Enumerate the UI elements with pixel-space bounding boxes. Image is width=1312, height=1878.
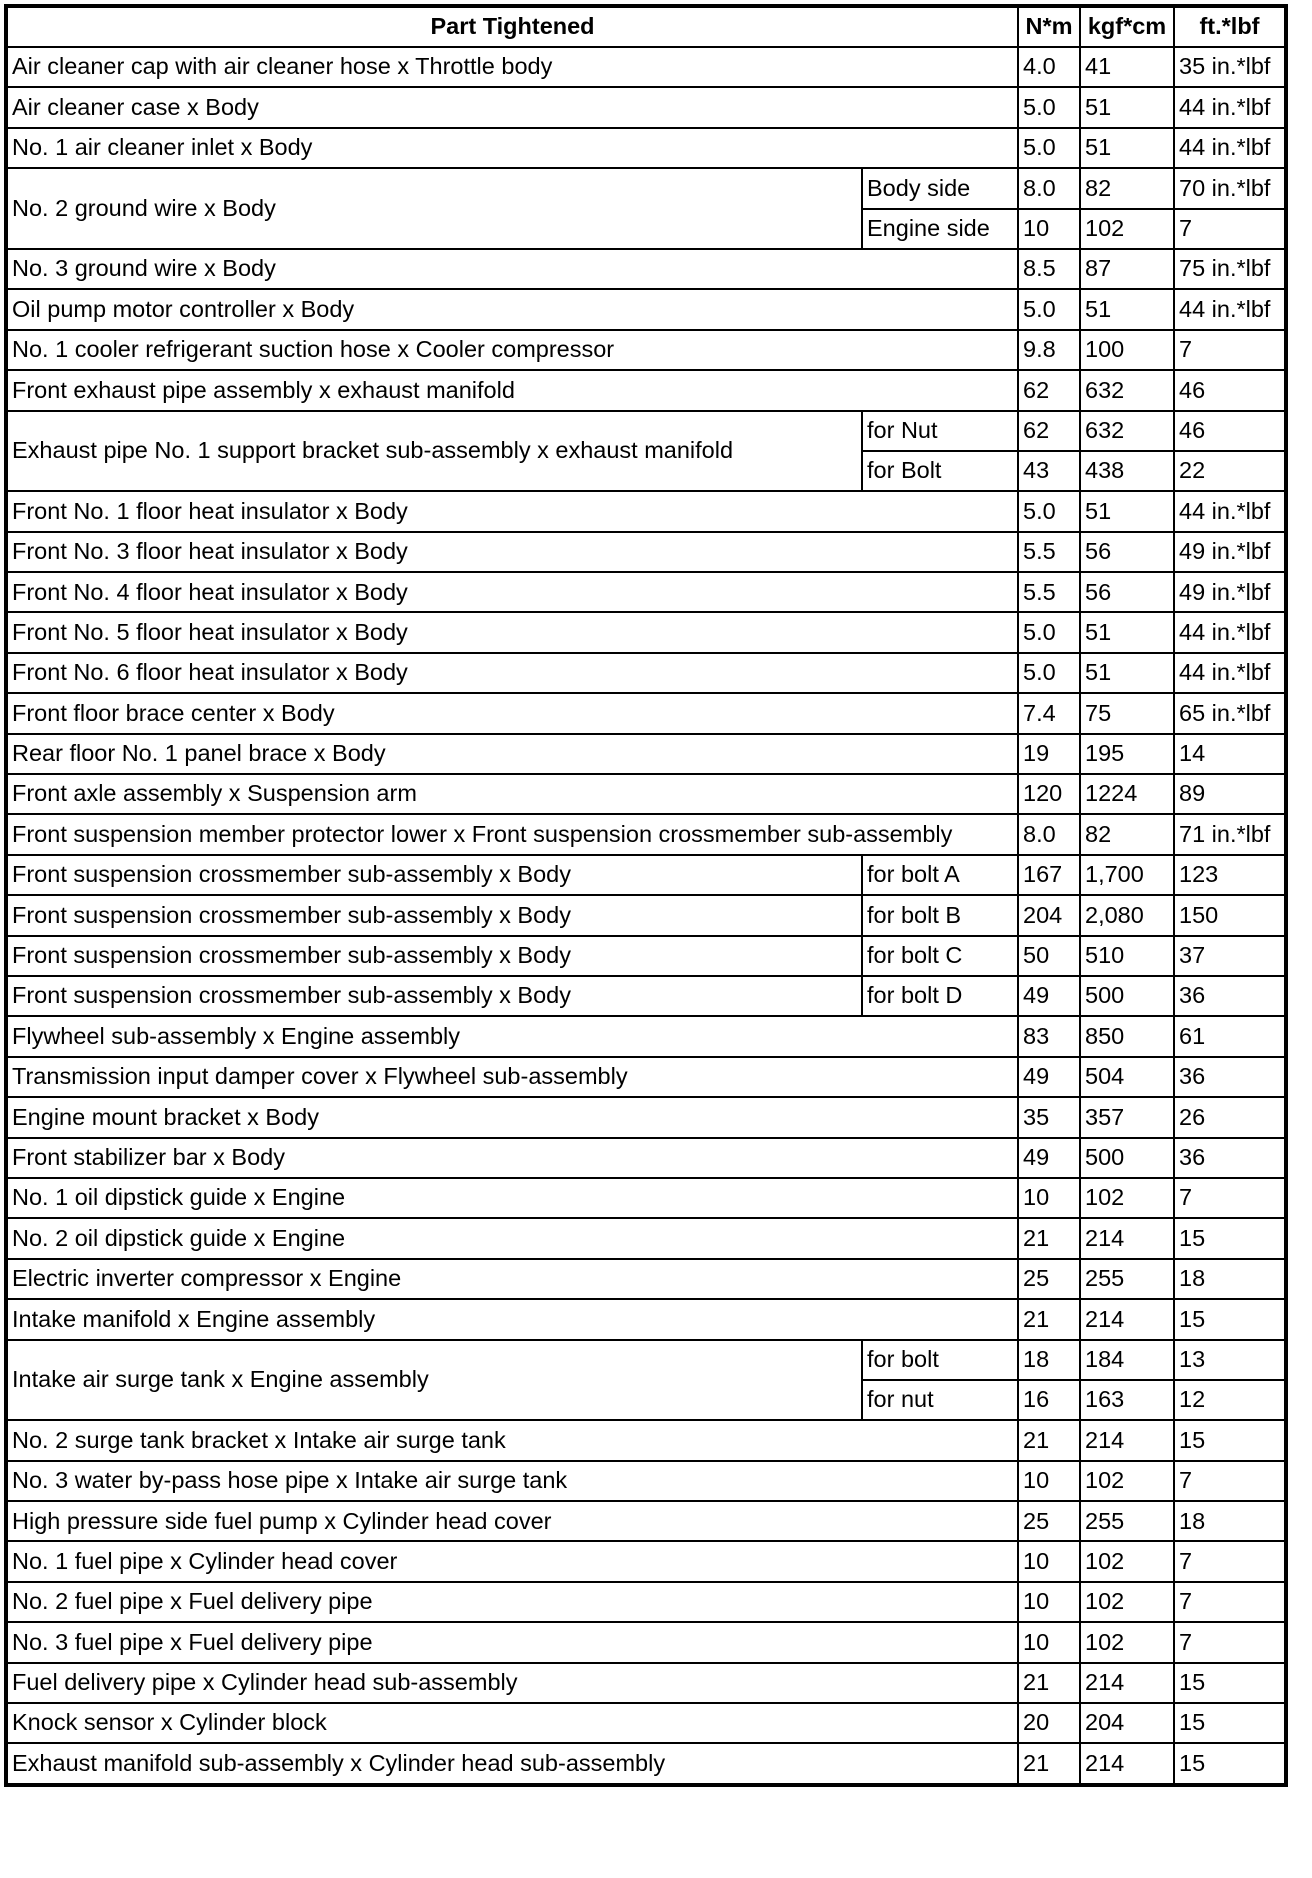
ft-lbf-cell: 7	[1174, 1622, 1286, 1662]
ft-lbf-cell: 46	[1174, 370, 1286, 410]
condition-cell: Body side	[862, 168, 1018, 208]
nm-cell: 10	[1018, 1582, 1080, 1622]
kgf-cm-cell: 255	[1080, 1259, 1174, 1299]
kgf-cm-cell: 56	[1080, 532, 1174, 572]
ft-lbf-cell: 15	[1174, 1299, 1286, 1339]
ft-lbf-cell: 15	[1174, 1663, 1286, 1703]
nm-cell: 8.0	[1018, 168, 1080, 208]
nm-cell: 9.8	[1018, 330, 1080, 370]
kgf-cm-cell: 632	[1080, 370, 1174, 410]
ft-lbf-cell: 44 in.*lbf	[1174, 87, 1286, 127]
ft-lbf-cell: 36	[1174, 976, 1286, 1016]
nm-cell: 10	[1018, 1461, 1080, 1501]
nm-cell: 21	[1018, 1663, 1080, 1703]
part-cell: No. 2 ground wire x Body	[6, 168, 862, 249]
part-cell: Oil pump motor controller x Body	[6, 289, 1018, 329]
kgf-cm-cell: 51	[1080, 128, 1174, 168]
table-row	[6, 1743, 1286, 1784]
part-cell: Front No. 5 floor heat insulator x Body	[6, 612, 1018, 652]
ft-lbf-cell: 15	[1174, 1743, 1286, 1784]
ft-lbf-cell: 46	[1174, 411, 1286, 451]
part-cell: No. 3 ground wire x Body	[6, 249, 1018, 289]
kgf-cm-cell: 102	[1080, 1582, 1174, 1622]
table-row	[6, 1340, 1286, 1380]
kgf-cm-cell: 204	[1080, 1703, 1174, 1743]
table-row	[6, 249, 1286, 289]
kgf-cm-cell: 102	[1080, 1541, 1174, 1581]
nm-cell: 10	[1018, 1622, 1080, 1662]
table-row	[6, 1218, 1286, 1258]
part-cell: Exhaust pipe No. 1 support bracket sub-assembly x exhaust manifold	[6, 411, 862, 492]
table-row	[6, 1582, 1286, 1622]
kgf-cm-cell: 632	[1080, 411, 1174, 451]
condition-cell: for bolt C	[862, 936, 1018, 976]
nm-cell: 5.5	[1018, 572, 1080, 612]
kgf-cm-cell: 51	[1080, 491, 1174, 531]
kgf-cm-cell: 102	[1080, 1622, 1174, 1662]
kgf-cm-cell: 500	[1080, 976, 1174, 1016]
part-cell: Electric inverter compressor x Engine	[6, 1259, 1018, 1299]
nm-cell: 83	[1018, 1016, 1080, 1056]
ft-lbf-cell: 15	[1174, 1420, 1286, 1460]
nm-cell: 49	[1018, 1138, 1080, 1178]
nm-cell: 49	[1018, 1057, 1080, 1097]
ft-lbf-cell: 7	[1174, 209, 1286, 249]
ft-lbf-cell: 26	[1174, 1097, 1286, 1137]
kgf-cm-cell: 2,080	[1080, 895, 1174, 935]
ft-lbf-cell: 35 in.*lbf	[1174, 47, 1286, 87]
table-row	[6, 774, 1286, 814]
kgf-cm-cell: 87	[1080, 249, 1174, 289]
table-row	[6, 47, 1286, 87]
kgf-cm-cell: 850	[1080, 1016, 1174, 1056]
part-cell: Front floor brace center x Body	[6, 693, 1018, 733]
nm-cell: 5.0	[1018, 653, 1080, 693]
kgf-cm-cell: 357	[1080, 1097, 1174, 1137]
kgf-cm-cell: 214	[1080, 1218, 1174, 1258]
ft-lbf-cell: 44 in.*lbf	[1174, 612, 1286, 652]
table-row	[6, 1097, 1286, 1137]
nm-cell: 8.0	[1018, 814, 1080, 854]
part-cell: Front suspension crossmember sub-assembly x Body	[6, 855, 862, 895]
kgf-cm-cell: 195	[1080, 734, 1174, 774]
ft-lbf-cell: 7	[1174, 1461, 1286, 1501]
table-row	[6, 1541, 1286, 1581]
table-row	[6, 1663, 1286, 1703]
table-row	[6, 370, 1286, 410]
part-cell: High pressure side fuel pump x Cylinder head cover	[6, 1501, 1018, 1541]
part-cell: Front suspension crossmember sub-assembly x Body	[6, 895, 862, 935]
part-cell: No. 1 cooler refrigerant suction hose x Cooler compressor	[6, 330, 1018, 370]
part-cell: Front suspension crossmember sub-assembly x Body	[6, 976, 862, 1016]
nm-cell: 10	[1018, 209, 1080, 249]
table-row	[6, 734, 1286, 774]
table-row	[6, 572, 1286, 612]
part-cell: Front exhaust pipe assembly x exhaust manifold	[6, 370, 1018, 410]
kgf-cm-cell: 214	[1080, 1420, 1174, 1460]
part-cell: Front No. 4 floor heat insulator x Body	[6, 572, 1018, 612]
table-row	[6, 411, 1286, 451]
ft-lbf-cell: 13	[1174, 1340, 1286, 1380]
table-row	[6, 936, 1286, 976]
ft-lbf-cell: 89	[1174, 774, 1286, 814]
nm-cell: 5.5	[1018, 532, 1080, 572]
part-cell: No. 3 fuel pipe x Fuel delivery pipe	[6, 1622, 1018, 1662]
part-cell: Front No. 3 floor heat insulator x Body	[6, 532, 1018, 572]
part-cell: No. 2 surge tank bracket x Intake air surge tank	[6, 1420, 1018, 1460]
kgf-cm-cell: 163	[1080, 1380, 1174, 1420]
table-row	[6, 1299, 1286, 1339]
table-row	[6, 1420, 1286, 1460]
nm-cell: 21	[1018, 1420, 1080, 1460]
table-row	[6, 1622, 1286, 1662]
part-cell: Knock sensor x Cylinder block	[6, 1703, 1018, 1743]
nm-cell: 20	[1018, 1703, 1080, 1743]
part-cell: Flywheel sub-assembly x Engine assembly	[6, 1016, 1018, 1056]
ft-lbf-cell: 44 in.*lbf	[1174, 653, 1286, 693]
table-row	[6, 330, 1286, 370]
kgf-cm-cell: 214	[1080, 1299, 1174, 1339]
ft-lbf-cell: 71 in.*lbf	[1174, 814, 1286, 854]
part-cell: Front stabilizer bar x Body	[6, 1138, 1018, 1178]
table-row	[6, 653, 1286, 693]
condition-cell: Engine side	[862, 209, 1018, 249]
kgf-cm-cell: 102	[1080, 209, 1174, 249]
header-ft-lbf: ft.*lbf	[1174, 6, 1286, 47]
kgf-cm-cell: 51	[1080, 87, 1174, 127]
ft-lbf-cell: 22	[1174, 451, 1286, 491]
ft-lbf-cell: 7	[1174, 330, 1286, 370]
nm-cell: 167	[1018, 855, 1080, 895]
table-row	[6, 1016, 1286, 1056]
nm-cell: 21	[1018, 1743, 1080, 1784]
table-row	[6, 1138, 1286, 1178]
part-cell: Front axle assembly x Suspension arm	[6, 774, 1018, 814]
part-cell: Exhaust manifold sub-assembly x Cylinder head sub-assembly	[6, 1743, 1018, 1784]
kgf-cm-cell: 51	[1080, 289, 1174, 329]
kgf-cm-cell: 102	[1080, 1461, 1174, 1501]
condition-cell: for bolt	[862, 1340, 1018, 1380]
table-row	[6, 491, 1286, 531]
table-row	[6, 976, 1286, 1016]
ft-lbf-cell: 44 in.*lbf	[1174, 491, 1286, 531]
ft-lbf-cell: 36	[1174, 1138, 1286, 1178]
ft-lbf-cell: 18	[1174, 1259, 1286, 1299]
nm-cell: 204	[1018, 895, 1080, 935]
ft-lbf-cell: 15	[1174, 1703, 1286, 1743]
ft-lbf-cell: 7	[1174, 1178, 1286, 1218]
part-cell: Front No. 6 floor heat insulator x Body	[6, 653, 1018, 693]
nm-cell: 5.0	[1018, 87, 1080, 127]
kgf-cm-cell: 56	[1080, 572, 1174, 612]
nm-cell: 10	[1018, 1541, 1080, 1581]
nm-cell: 16	[1018, 1380, 1080, 1420]
table-row	[6, 1461, 1286, 1501]
part-cell: Fuel delivery pipe x Cylinder head sub-assembly	[6, 1663, 1018, 1703]
nm-cell: 62	[1018, 411, 1080, 451]
table-row	[6, 87, 1286, 127]
ft-lbf-cell: 65 in.*lbf	[1174, 693, 1286, 733]
nm-cell: 25	[1018, 1501, 1080, 1541]
nm-cell: 19	[1018, 734, 1080, 774]
kgf-cm-cell: 75	[1080, 693, 1174, 733]
ft-lbf-cell: 44 in.*lbf	[1174, 128, 1286, 168]
nm-cell: 18	[1018, 1340, 1080, 1380]
part-cell: Engine mount bracket x Body	[6, 1097, 1018, 1137]
nm-cell: 4.0	[1018, 47, 1080, 87]
ft-lbf-cell: 44 in.*lbf	[1174, 289, 1286, 329]
part-cell: No. 1 oil dipstick guide x Engine	[6, 1178, 1018, 1218]
condition-cell: for bolt A	[862, 855, 1018, 895]
ft-lbf-cell: 123	[1174, 855, 1286, 895]
table-header-row	[6, 6, 1286, 47]
part-cell: Intake air surge tank x Engine assembly	[6, 1340, 862, 1421]
ft-lbf-cell: 7	[1174, 1582, 1286, 1622]
nm-cell: 5.0	[1018, 289, 1080, 329]
nm-cell: 49	[1018, 976, 1080, 1016]
part-cell: No. 1 fuel pipe x Cylinder head cover	[6, 1541, 1018, 1581]
ft-lbf-cell: 7	[1174, 1541, 1286, 1581]
nm-cell: 5.0	[1018, 612, 1080, 652]
table-row	[6, 612, 1286, 652]
header-kgf-cm: kgf*cm	[1080, 6, 1174, 47]
kgf-cm-cell: 184	[1080, 1340, 1174, 1380]
nm-cell: 25	[1018, 1259, 1080, 1299]
ft-lbf-cell: 18	[1174, 1501, 1286, 1541]
nm-cell: 35	[1018, 1097, 1080, 1137]
part-cell: Air cleaner cap with air cleaner hose x Throttle body	[6, 47, 1018, 87]
ft-lbf-cell: 49 in.*lbf	[1174, 572, 1286, 612]
kgf-cm-cell: 1,700	[1080, 855, 1174, 895]
part-cell: No. 1 air cleaner inlet x Body	[6, 128, 1018, 168]
table-row	[6, 1178, 1286, 1218]
part-cell: Front suspension crossmember sub-assembly x Body	[6, 936, 862, 976]
nm-cell: 5.0	[1018, 128, 1080, 168]
table-row	[6, 289, 1286, 329]
part-cell: Air cleaner case x Body	[6, 87, 1018, 127]
table-row	[6, 168, 1286, 208]
table-row	[6, 895, 1286, 935]
condition-cell: for bolt B	[862, 895, 1018, 935]
kgf-cm-cell: 438	[1080, 451, 1174, 491]
kgf-cm-cell: 500	[1080, 1138, 1174, 1178]
table-body	[6, 47, 1286, 1785]
nm-cell: 43	[1018, 451, 1080, 491]
part-cell: Intake manifold x Engine assembly	[6, 1299, 1018, 1339]
ft-lbf-cell: 36	[1174, 1057, 1286, 1097]
nm-cell: 10	[1018, 1178, 1080, 1218]
part-cell: No. 2 oil dipstick guide x Engine	[6, 1218, 1018, 1258]
nm-cell: 50	[1018, 936, 1080, 976]
ft-lbf-cell: 150	[1174, 895, 1286, 935]
part-cell: No. 3 water by-pass hose pipe x Intake air surge tank	[6, 1461, 1018, 1501]
table-row	[6, 814, 1286, 854]
part-cell: Front No. 1 floor heat insulator x Body	[6, 491, 1018, 531]
kgf-cm-cell: 214	[1080, 1663, 1174, 1703]
ft-lbf-cell: 15	[1174, 1218, 1286, 1258]
condition-cell: for bolt D	[862, 976, 1018, 1016]
nm-cell: 21	[1018, 1218, 1080, 1258]
ft-lbf-cell: 61	[1174, 1016, 1286, 1056]
condition-cell: for Nut	[862, 411, 1018, 451]
ft-lbf-cell: 75 in.*lbf	[1174, 249, 1286, 289]
kgf-cm-cell: 82	[1080, 168, 1174, 208]
condition-cell: for nut	[862, 1380, 1018, 1420]
header-part-tightened: Part Tightened	[6, 6, 1018, 47]
kgf-cm-cell: 41	[1080, 47, 1174, 87]
ft-lbf-cell: 70 in.*lbf	[1174, 168, 1286, 208]
nm-cell: 21	[1018, 1299, 1080, 1339]
table-row	[6, 128, 1286, 168]
kgf-cm-cell: 82	[1080, 814, 1174, 854]
ft-lbf-cell: 37	[1174, 936, 1286, 976]
table-row	[6, 1501, 1286, 1541]
nm-cell: 8.5	[1018, 249, 1080, 289]
part-cell: No. 2 fuel pipe x Fuel delivery pipe	[6, 1582, 1018, 1622]
nm-cell: 120	[1018, 774, 1080, 814]
kgf-cm-cell: 510	[1080, 936, 1174, 976]
table-row	[6, 532, 1286, 572]
kgf-cm-cell: 255	[1080, 1501, 1174, 1541]
kgf-cm-cell: 51	[1080, 653, 1174, 693]
table-row	[6, 855, 1286, 895]
table-row	[6, 1259, 1286, 1299]
condition-cell: for Bolt	[862, 451, 1018, 491]
ft-lbf-cell: 49 in.*lbf	[1174, 532, 1286, 572]
nm-cell: 62	[1018, 370, 1080, 410]
part-cell: Transmission input damper cover x Flywheel sub-assembly	[6, 1057, 1018, 1097]
header-nm: N*m	[1018, 6, 1080, 47]
kgf-cm-cell: 214	[1080, 1743, 1174, 1784]
part-cell: Rear floor No. 1 panel brace x Body	[6, 734, 1018, 774]
torque-spec-table	[4, 4, 1288, 1787]
part-cell: Front suspension member protector lower x Front suspension crossmember sub-assembly	[6, 814, 1018, 854]
ft-lbf-cell: 14	[1174, 734, 1286, 774]
table-row	[6, 1703, 1286, 1743]
table-row	[6, 693, 1286, 733]
kgf-cm-cell: 102	[1080, 1178, 1174, 1218]
table-row	[6, 1057, 1286, 1097]
kgf-cm-cell: 100	[1080, 330, 1174, 370]
kgf-cm-cell: 51	[1080, 612, 1174, 652]
kgf-cm-cell: 504	[1080, 1057, 1174, 1097]
kgf-cm-cell: 1224	[1080, 774, 1174, 814]
nm-cell: 5.0	[1018, 491, 1080, 531]
ft-lbf-cell: 12	[1174, 1380, 1286, 1420]
nm-cell: 7.4	[1018, 693, 1080, 733]
